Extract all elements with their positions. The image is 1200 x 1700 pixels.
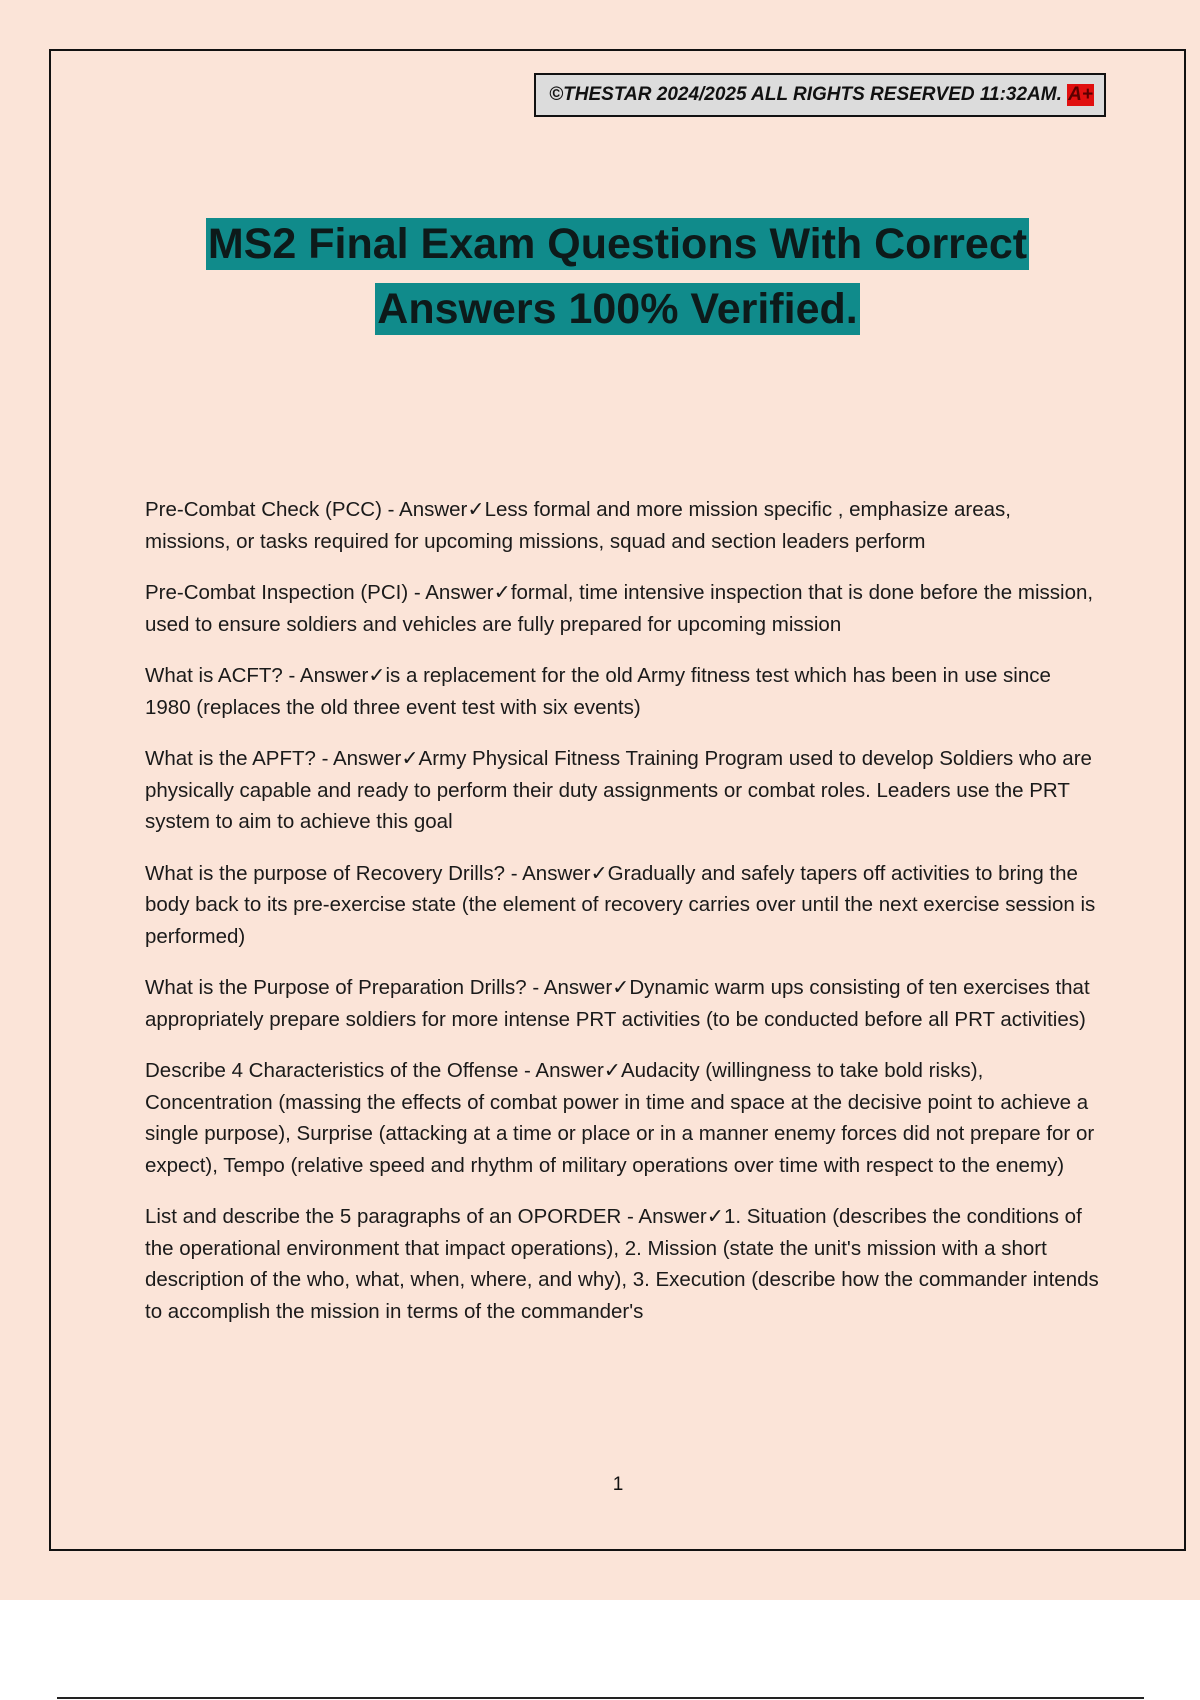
checkmark-icon: ✓ xyxy=(401,746,419,770)
copyright-header xyxy=(534,73,1106,117)
answer-text: Army Physical Fitness Training Program used to develop Soldiers who are physically capable and ready to perform their duty assignments or combat roles. Leaders use the PRT system to aim to achieve this goal xyxy=(145,747,1092,833)
qa-item xyxy=(145,494,1100,557)
checkmark-icon: ✓ xyxy=(590,860,608,885)
checkmark-icon: ✓ xyxy=(603,1058,621,1082)
question-text: Pre-Combat Check (PCC) - Answer xyxy=(145,498,468,521)
question-text: What is the Purpose of Preparation Drills? - Answer xyxy=(145,976,613,999)
qa-list xyxy=(145,494,1100,1347)
question-text: What is the APFT? - Answer xyxy=(145,747,402,770)
checkmark-icon: ✓ xyxy=(368,663,386,687)
question-text: What is the purpose of Recovery Drills? - Answer xyxy=(145,861,591,885)
answer-text: Dynamic warm ups consisting of ten exercises that appropriately prepare soldiers for more intense PRT activities (to be conducted before all PRT activities) xyxy=(145,976,1090,1031)
page-number: 1 xyxy=(612,1474,624,1495)
grade-badge: A+ xyxy=(1068,84,1093,105)
question-text: Describe 4 Characteristics of the Offense - Answer xyxy=(145,1059,604,1082)
qa-item xyxy=(145,1201,1100,1327)
question-text: List and describe the 5 paragraphs of an OPORDER - Answer xyxy=(145,1205,707,1228)
qa-item xyxy=(145,858,1100,953)
question-text: What is ACFT? - Answer xyxy=(145,664,369,687)
question-text: Pre-Combat Inspection (PCI) - Answer xyxy=(145,581,494,604)
copyright-text: ©THESTAR 2024/2025 ALL RIGHTS RESERVED 11:32AM. xyxy=(549,84,1062,105)
checkmark-icon: ✓ xyxy=(467,497,485,521)
answer-text: formal, time intensive inspection that is done before the mission, used to ensure soldiers and vehicles are fully prepared for upcoming mission xyxy=(145,581,1094,636)
qa-item xyxy=(145,972,1100,1035)
answer-text: Gradually and safely tapers off activities to bring the body back to its pre-exercise state (the element of recovery carries over until the next exercise session is performed) xyxy=(145,861,1096,948)
qa-item xyxy=(145,660,1100,723)
document-title xyxy=(100,212,1135,342)
title-line-1: MS2 Final Exam Questions With Correct xyxy=(207,220,1028,268)
answer-text: Audacity (willingness to take bold risks), Concentration (massing the effects of combat power in time and space at the decisive point to achieve a single purpose), Surprise (attacking at a time or place or in a manner enemy forces did not prepare for or expect), Tempo (relative speed and rhythm of military operations over time with respect to the enemy) xyxy=(145,1059,1095,1177)
next-page-divider xyxy=(57,1697,1144,1699)
checkmark-icon: ✓ xyxy=(493,580,511,604)
checkmark-icon: ✓ xyxy=(706,1204,724,1228)
title-line-2: Answers 100% Verified. xyxy=(377,285,858,333)
answer-text: Less formal and more mission specific , emphasize areas, missions, or tasks required for upcoming missions, squad and section leaders perform xyxy=(145,498,1011,553)
qa-item xyxy=(145,743,1100,838)
qa-item xyxy=(145,577,1100,640)
qa-item xyxy=(145,1055,1100,1181)
checkmark-icon: ✓ xyxy=(612,975,630,999)
answer-text: 1. Situation (describes the conditions of the operational environment that impact operations), 2. Mission (state the unit's mission with a short description of the who, what, when, where, and why), 3. Execution (describe how the commander intends to accomplish the mission in terms of the commander's xyxy=(145,1205,1099,1323)
answer-text: is a replacement for the old Army fitness test which has been in use since 1980 (replaces the old three event test with six events) xyxy=(145,664,1051,719)
